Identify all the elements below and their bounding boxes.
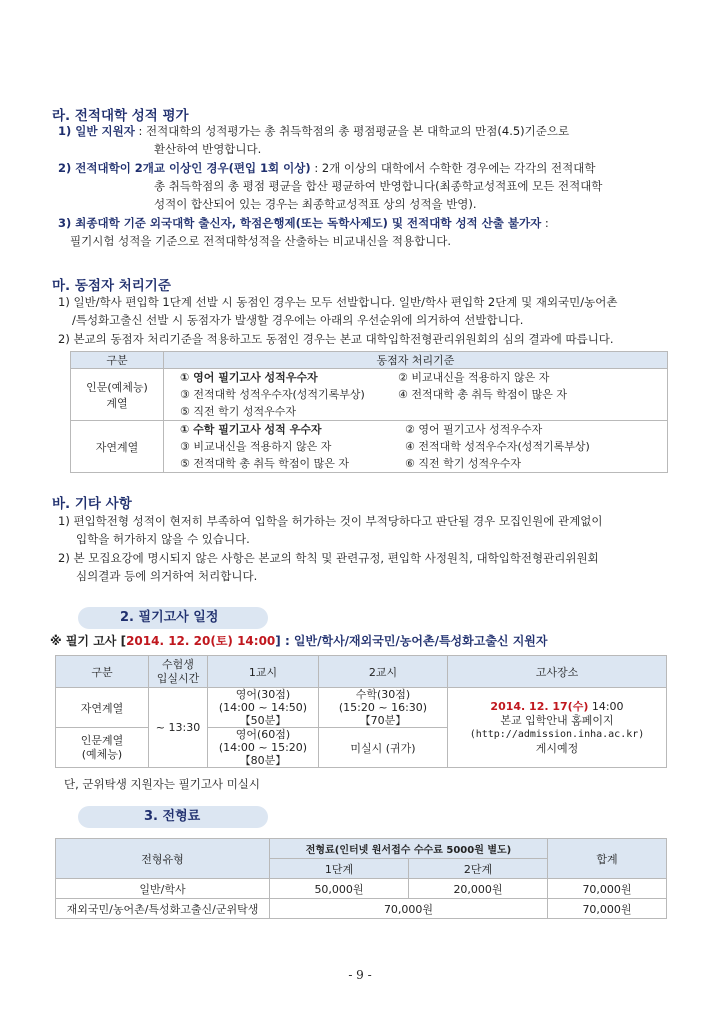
section-ra-title: 라. 전적대학 성적 평가 — [52, 108, 189, 124]
exam-r2-p1-a: 영어(60점) — [235, 728, 291, 741]
exam-place-time: 14:00 — [588, 699, 624, 713]
section-ra-item3 — [58, 214, 549, 232]
tiebreak-row2-c2: ② 영어 필기고사 성적우수자 — [405, 423, 543, 436]
section2-note-prefix: ※ 필기 고사 [ — [50, 634, 127, 648]
section2-note-suffix: ] : 일반/학사/재외국민/농어촌/특성화고출신 지원자 — [275, 634, 548, 648]
tiebreak-header-criteria: 동점자 처리기준 — [164, 352, 668, 369]
exam-r2-p2: 미실시 (귀가) — [319, 728, 448, 768]
section-ba-item2-line2: 심의결과 등에 의거하여 처리합니다. — [76, 569, 258, 583]
section3-title: 3. 전형료 — [144, 809, 201, 824]
section-ma-title: 마. 동점자 처리기준 — [52, 278, 171, 294]
tiebreak-row2-type: 자연계열 — [71, 421, 164, 473]
tiebreak-row1-type-a: 인문(예체능) — [86, 380, 148, 394]
section-ba-item1-line2: 입학을 허가하지 않을 수 있습니다. — [76, 532, 250, 546]
exam-r1-p1-b: (14:00 ~ 14:50) — [218, 701, 308, 714]
exam-r2-type — [56, 728, 149, 768]
exam-h-p1: 1교시 — [208, 656, 319, 688]
exam-r2-p1-c: 【80분】 — [239, 754, 287, 767]
section-ra-item2-cont2: 성적이 합산되어 있는 경우는 최종학교성적표 상의 성적을 반영). — [154, 197, 477, 211]
section-ra-item1 — [58, 122, 569, 140]
tiebreak-row2-c4: ④ 전적대학 성적우수자(성적기록부상) — [405, 440, 590, 453]
fee-h-fee: 전형료(인터넷 원서접수 수수료 5000원 별도) — [270, 839, 548, 859]
section-ba-item2-line1: 2) 본 모집요강에 명시되지 않은 사항은 본교의 학칙 및 관련규정, 편입학 사정원칙, 대학입학전형관리위원회 — [58, 551, 599, 565]
exam-place-line4: 게시예정 — [535, 741, 579, 755]
section-ra-item3-label: 3) 최종대학 기준 외국대학 출신자, 학점은행제(또는 독학사제도) 및 전적대학 성적 산출 불가자 — [58, 216, 542, 230]
exam-schedule-table — [55, 655, 667, 768]
fee-r1-stage1: 50,000원 — [270, 879, 409, 899]
fee-r2-fee: 70,000원 — [270, 899, 548, 919]
section-ra-item2-label: 2) 전적대학이 2개교 이상인 경우(편입 1회 이상) — [58, 161, 311, 175]
section3-title-pill — [78, 806, 268, 828]
exam-r1-p2-a: 수학(30점) — [355, 688, 411, 701]
exam-r2-type-b: (예체능) — [81, 747, 123, 761]
section2-title: 2. 필기고사 일정 — [120, 610, 219, 625]
fee-h-stage1: 1단계 — [270, 859, 409, 879]
exam-place-url: (http://admission.inha.ac.kr) — [469, 728, 645, 740]
exam-r1-type: 자연계열 — [56, 688, 149, 728]
exam-h-entry — [149, 656, 208, 688]
exam-r1-p2 — [319, 688, 448, 728]
section-ba-title: 바. 기타 사항 — [52, 496, 132, 512]
fee-h-stage2: 2단계 — [409, 859, 548, 879]
section2-title-pill — [78, 607, 268, 629]
tiebreak-row2-c3: ③ 비교내신을 적용하지 않은 자 — [180, 440, 332, 453]
section-ma-item2-line1: 2) 본교의 동점자 처리기준을 적용하고도 동점인 경우는 본교 대학입학전형관리위원회의 심의 결과에 따릅니다. — [58, 332, 614, 346]
section-ba-item1-line1: 1) 편입학전형 성적이 현저히 부족하여 입학을 허가하는 것이 부적당하다고 판단될 경우 모집인원에 관계없이 — [58, 514, 603, 528]
tiebreak-row1-type-b: 계열 — [106, 396, 128, 410]
tiebreak-row1-c1: ① 영어 필기고사 성적우수자 — [180, 371, 318, 384]
tiebreak-row2-c5: ⑤ 전적대학 총 취득 학점이 많은 자 — [180, 457, 349, 470]
exam-h-entry-a: 수험생 — [162, 657, 194, 671]
exam-h-place: 고사장소 — [448, 656, 667, 688]
section-ra-item2 — [58, 159, 596, 177]
exam-h-type: 구분 — [56, 656, 149, 688]
section2-note-date: 2014. 12. 20(토) 14:00 — [126, 634, 276, 648]
exam-h-p2: 2교시 — [319, 656, 448, 688]
section-ra-item2-cont1: 총 취득학점의 총 평점 평균을 합산 평균하여 반영합니다(최종학교성적표에 모든 전적대학 — [154, 179, 603, 193]
tiebreak-row2-c6: ⑥ 직전 학기 성적우수자 — [405, 457, 521, 470]
tiebreak-row2-criteria — [164, 421, 668, 473]
fee-r1-total: 70,000원 — [548, 879, 667, 899]
fee-r1-stage2: 20,000원 — [409, 879, 548, 899]
section-ra-item1-label: 1) 일반 지원자 — [58, 124, 135, 138]
section-ra-item3-text: 필기시험 성적을 기준으로 전적대학성적을 산출하는 비교내신을 적용합니다. — [70, 234, 452, 248]
section-ra-item1-text: : 전적대학의 성적평가는 총 취득학점의 총 평점평균을 본 대학교의 만점(4.5)기준으로 — [138, 124, 570, 138]
tiebreak-row1-type — [71, 369, 164, 421]
section2-footnote: 단, 군위탁생 지원자는 필기고사 미실시 — [64, 777, 261, 791]
tiebreak-row1-c4: ④ 전적대학 총 취득 학점이 많은 자 — [398, 388, 567, 401]
exam-h-entry-b: 입실시간 — [156, 671, 200, 685]
fee-r2-type: 재외국민/농어촌/특성화고출신/군위탁생 — [56, 899, 270, 919]
fee-h-type: 전형유형 — [56, 839, 270, 879]
exam-r2-p1-b: (14:00 ~ 15:20) — [218, 741, 308, 754]
exam-r1-p1 — [208, 688, 319, 728]
tiebreak-table — [70, 351, 668, 473]
exam-place-date: 2014. 12. 17(수) — [490, 699, 589, 713]
fee-h-total: 합계 — [548, 839, 667, 879]
tiebreak-header-type: 구분 — [71, 352, 164, 369]
tiebreak-row1-c2: ② 비교내신을 적용하지 않은 자 — [398, 371, 550, 384]
section2-note — [50, 632, 547, 650]
tiebreak-row2-c1: ① 수학 필기고사 성적 우수자 — [180, 423, 322, 436]
section-ra-item3-colon: : — [544, 216, 549, 230]
fee-r2-total: 70,000원 — [548, 899, 667, 919]
exam-entry-time: ~ 13:30 — [149, 688, 208, 768]
exam-r2-p1 — [208, 728, 319, 768]
section-ma-item1-line1: 1) 일반/학사 편입학 1단계 선발 시 동점인 경우는 모두 선발합니다. 일반/학사 편입학 2단계 및 재외국민/농어촌 — [58, 295, 618, 309]
exam-r1-p2-c: 【70분】 — [359, 714, 407, 727]
tiebreak-row1-c3: ③ 전적대학 성적우수자(성적기록부상) — [180, 388, 365, 401]
fee-r1-type: 일반/학사 — [56, 879, 270, 899]
section-ma-item1-line2: /특성화고출신 선발 시 동점자가 발생할 경우에는 아래의 우선순위에 의거하여 선발합니다. — [72, 313, 524, 327]
exam-r1-p2-b: (15:20 ~ 16:30) — [338, 701, 428, 714]
page-number: - 9 - — [348, 968, 372, 982]
exam-r2-type-a: 인문계열 — [80, 733, 124, 747]
exam-place-line2: 본교 입학안내 홈페이지 — [500, 713, 614, 727]
fee-table — [55, 838, 667, 919]
tiebreak-row1-c5: ⑤ 직전 학기 성적우수자 — [180, 405, 296, 418]
section-ra-item1-cont: 환산하여 반영합니다. — [154, 142, 262, 156]
exam-r1-p1-c: 【50분】 — [239, 714, 287, 727]
exam-r1-p1-a: 영어(30점) — [235, 688, 291, 701]
exam-place — [448, 688, 667, 768]
tiebreak-row1-criteria — [164, 369, 668, 421]
section-ra-item2-text: : 2개 이상의 대학에서 수학한 경우에는 각각의 전적대학 — [314, 161, 596, 175]
